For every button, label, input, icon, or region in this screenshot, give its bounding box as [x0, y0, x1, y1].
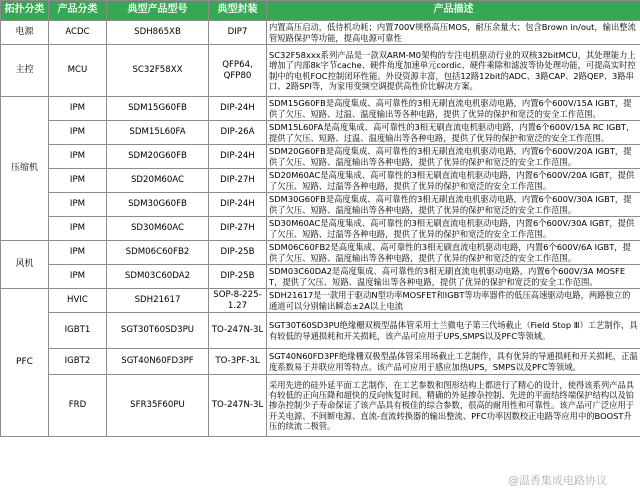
description-cell: 内置高压启动，低待机功耗；内置700V规格高压MOS，耐压余量大；包含Brown in/out，输出整流管短路保护等功能，提高电源可靠性 — [267, 21, 640, 45]
header-description: 产品描述 — [267, 1, 640, 21]
description-cell: SDM03C60DA2是高度集成、高可靠性的3相无刷直流电机驱动电路，内置6个600V/3A MOSFET，提供了欠压、短路、温度输出等各种电路，提供了优异的保护和宽泛的安全工作范围。 — [267, 265, 640, 289]
watermark: @温香集成电路协议 — [508, 474, 607, 487]
package-cell: DIP-24H — [209, 97, 267, 121]
description-cell: SD20M60AC是高度集成、高可靠性的3相无刷直流电机驱动电路，内置6个600V/20A IGBT，提供了欠压、短路、过温等各种电路，提供了优异的保护和宽泛的安全工作范围。 — [267, 169, 640, 193]
model-cell: SD30M60AC — [107, 217, 209, 241]
topology-main: 主控 — [1, 45, 49, 97]
category-cell: IPM — [49, 97, 107, 121]
model-cell: SDH21617 — [107, 289, 209, 313]
model-cell: SDH865XB — [107, 21, 209, 45]
model-cell: SDM03C60DA2 — [107, 265, 209, 289]
model-cell: SDM30G60FB — [107, 193, 209, 217]
package-cell: DIP-25B — [209, 265, 267, 289]
table-row — [1, 289, 640, 313]
package-cell: DIP-24H — [209, 193, 267, 217]
model-cell: SDM06C60FB2 — [107, 241, 209, 265]
table-row — [1, 145, 640, 169]
category-cell: IGBT2 — [49, 349, 107, 375]
header-topology: 拓扑分类 — [1, 1, 49, 21]
table-row — [1, 193, 640, 217]
header-model: 典型产品型号 — [107, 1, 209, 21]
category-cell: IPM — [49, 121, 107, 145]
model-cell: SDM15G60FB — [107, 97, 209, 121]
category-cell: IPM — [49, 145, 107, 169]
table-row — [1, 121, 640, 145]
package-cell: DIP7 — [209, 21, 267, 45]
category-cell: IPM — [49, 265, 107, 289]
category-cell: IPM — [49, 241, 107, 265]
model-cell: SGT40N60FD3PF — [107, 349, 209, 375]
category-cell: FRD — [49, 375, 107, 437]
model-cell: SDM20G60FB — [107, 145, 209, 169]
category-cell: ACDC — [49, 21, 107, 45]
package-cell: TO-247N-3L — [209, 375, 267, 437]
package-cell: SOP-8-225-1.27 — [209, 289, 267, 313]
category-cell: IPM — [49, 217, 107, 241]
description-cell: SDH21617是一款用于驱动N型功率MOSFET和IGBT等功率器件的低压高速驱动电路，两路独立的通道可以分别输出瞬态±2A以上电流 — [267, 289, 640, 313]
topology-compressor: 压缩机 — [1, 97, 49, 241]
category-cell: MCU — [49, 45, 107, 97]
header-package: 典型封装 — [209, 1, 267, 21]
description-cell: SDM15L60FA是高度集成、高可靠性的3相无刷直流电机驱动电路，内置6个600V/15A RC IGBT，提供了欠压、短路、过温、温度输出等各种电路，提供了优异的保护和宽泛的安全工作范围。 — [267, 121, 640, 145]
table-row — [1, 265, 640, 289]
description-cell: SDM20G60FB是高度集成、高可靠性的3相无刷直流电机驱动电路，内置6个600V/20A IGBT，提供了欠压、短路、温度输出等各种电路，提供了优异的保护和宽泛的安全工作范围。 — [267, 145, 640, 169]
model-cell: SGT30T60SD3PU — [107, 313, 209, 349]
table-row — [1, 45, 640, 97]
description-cell: SGT30T60SD3PU绝缘栅双极型晶体管采用士兰微电子第三代场截止（Field Stop Ⅲ）工艺制作，具有较低的导通损耗和开关损耗，该产品可应用于UPS,SMPS以及PFC等领域。 — [267, 313, 640, 349]
topology-power: 电源 — [1, 21, 49, 45]
topology-fan: 风机 — [1, 241, 49, 289]
package-cell: DIP-27H — [209, 217, 267, 241]
table-row — [1, 349, 640, 375]
table-row — [1, 241, 640, 265]
description-cell: SGT40N60FD3PF绝缘栅双极型晶体管采用场截止工艺制作，具有优异的导通损耗和开关损耗，正温度系数易于并联应用等特点。该产品可应用于感应加热UPS，SMPS以及PFC等领域。 — [267, 349, 640, 375]
table-row — [1, 217, 640, 241]
description-cell: SDM15G60FB是高度集成、高可靠性的3相无刷直流电机驱动电路，内置6个600V/15A IGBT，提供了欠压、短路、过温、温度输出等各种电路，提供了优异的保护和宽泛的安全工作范围。 — [267, 97, 640, 121]
package-cell: DIP-26A — [209, 121, 267, 145]
package-cell: QFP64, QFP80 — [209, 45, 267, 97]
package-cell: DIP-24H — [209, 145, 267, 169]
package-cell: TO-3PF-3L — [209, 349, 267, 375]
header-category: 产品分类 — [49, 1, 107, 21]
category-cell: IGBT1 — [49, 313, 107, 349]
category-cell: IPM — [49, 193, 107, 217]
package-cell: DIP-25B — [209, 241, 267, 265]
model-cell: SFR35F60PU — [107, 375, 209, 437]
description-cell: SD30M60AC是高度集成、高可靠性的3相无刷直流电机驱动电路，内置6个600V/30A IGBT，提供了欠压、短路、过温等各种电路，提供了优异的保护和宽泛的安全工作范围。 — [267, 217, 640, 241]
table-row — [1, 97, 640, 121]
category-cell: IPM — [49, 169, 107, 193]
table-row — [1, 375, 640, 437]
table-row — [1, 169, 640, 193]
model-cell: SC32F58XX — [107, 45, 209, 97]
table-row — [1, 21, 640, 45]
header-row — [1, 1, 640, 21]
package-cell: DIP-27H — [209, 169, 267, 193]
package-cell: TO-247N-3L — [209, 313, 267, 349]
model-cell: SD20M60AC — [107, 169, 209, 193]
description-cell: SDM30G60FB是高度集成、高可靠性的3相无刷直流电机驱动电路，内置6个600V/30A IGBT，提供了欠压、短路、温度输出等各种电路，提供了优异的保护和宽泛的安全工作范围。 — [267, 193, 640, 217]
topology-pfc: PFC — [1, 289, 49, 437]
description-cell: SC32F58xxx系列产品是一款双ARM-M0架构的专注电机驱动行业的双核32bitMCU，其处理能力上增加了内部8k字节cache、硬件角度加速单元cordic、硬件乘除和滤波等协处理功能，可提高实时控制中的电机FOC控制闭环性能。外设资源丰富，包括12路12bit的ADC、3路CAP、2路QEP、3路串口、2路SPI等，为家用变频空调提供高性价比解决方案。 — [267, 45, 640, 97]
category-cell: HVIC — [49, 289, 107, 313]
description-cell: 采用先进的硅外延平面工艺制作，在工艺参数和图形结构上都进行了精心的设计，使得该系列产品具有较低的正向压降和超快的反向恢复时间。精确的外延掺杂控制、先进的平面结终端保护结构以及铂掺杂控制少子寿命保证了该产品具有极佳的综合参数，很高的耐用性和可靠性。该产品可广泛应用于开关电源、不间断电源、直流-直流转换器的输出整流、PFC功率因数校正电路等应用中的BOOST升压的续流二极管。 — [267, 375, 640, 437]
table-row — [1, 313, 640, 349]
description-cell: SDM06C60FB2是高度集成、高可靠性的3相无刷直流电机驱动电路，内置6个600V/6A IGBT，提供了欠压、短路、温度输出等各种电路，提供了优异的保护和宽泛的安全工作范围。 — [267, 241, 640, 265]
model-cell: SDM15L60FA — [107, 121, 209, 145]
